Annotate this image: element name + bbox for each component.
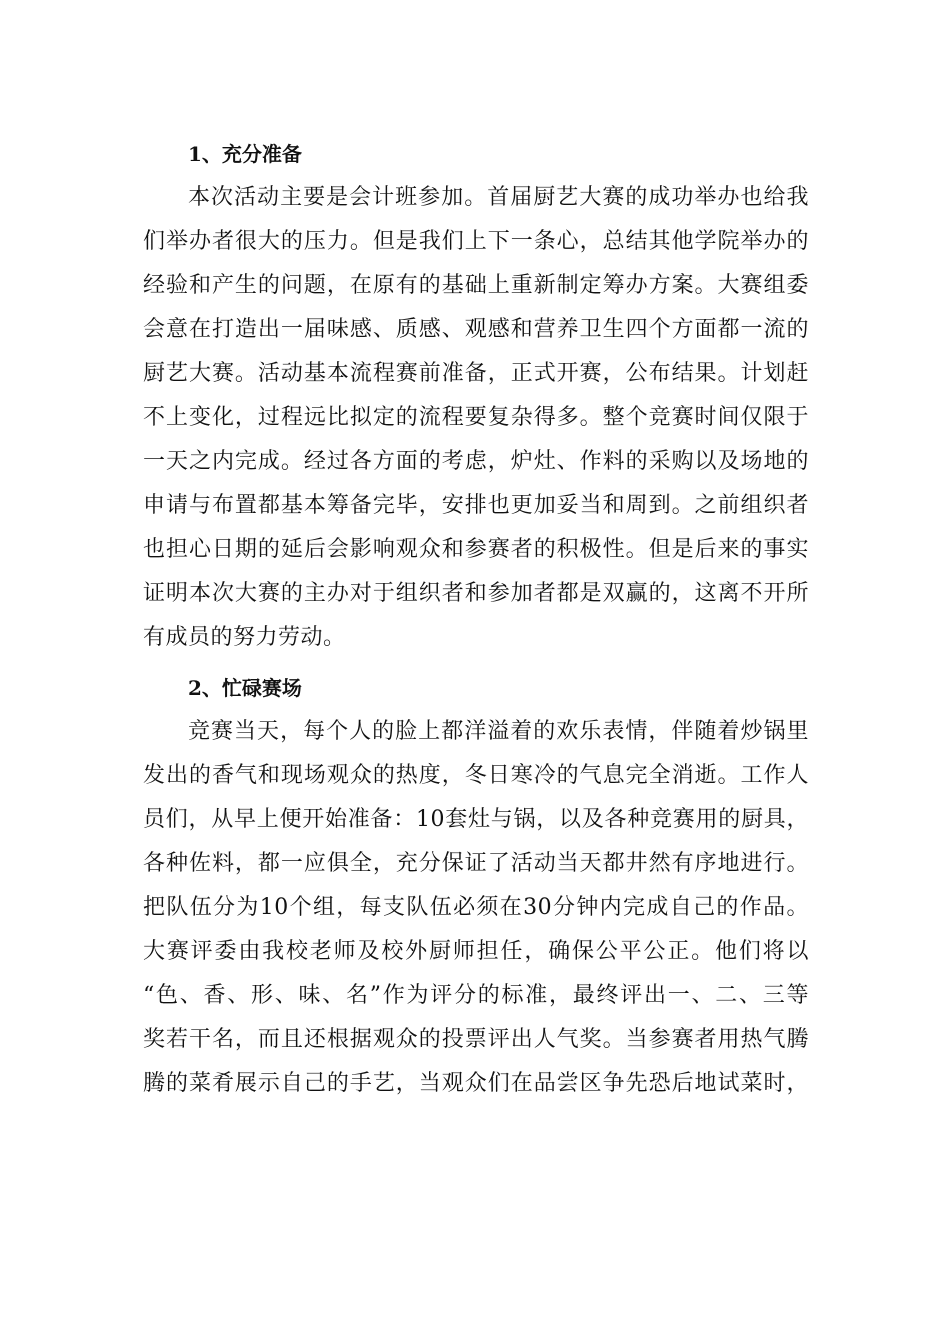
paragraph-busy-venue (143, 710, 809, 1106)
paragraph-line: 不上变化，过程远比拟定的流程要复杂得多。整个竞赛时间仅限于 (143, 405, 809, 430)
paragraph-line: 把队伍分为10个组，每支队伍必须在30分钟内完成自己的作品。 (143, 895, 809, 920)
paragraph-line: 员们，从早上便开始准备：10套灶与锅，以及各种竞赛用的厨具， (143, 807, 809, 832)
paragraph-line: 经验和产生的问题，在原有的基础上重新制定筹办方案。大赛组委 (143, 273, 809, 298)
paragraph-line: 发出的香气和现场观众的热度，冬日寒冷的气息完全消逝。工作人 (143, 763, 809, 788)
paragraph-line: 厨艺大赛。活动基本流程赛前准备，正式开赛，公布结果。计划赶 (143, 361, 809, 386)
paragraph-line: 各种佐料，都一应俱全，充分保证了活动当天都井然有序地进行。 (143, 851, 809, 876)
section-heading-preparation: 1、充分准备 (188, 142, 302, 166)
section-heading-busy-venue: 2、忙碌赛场 (188, 676, 302, 700)
paragraph-line: 也担心日期的延后会影响观众和参赛者的积极性。但是后来的事实 (143, 537, 809, 562)
paragraph-line: 一天之内完成。经过各方面的考虑，炉灶、作料的采购以及场地的 (143, 449, 809, 474)
paragraph-line: 大赛评委由我校老师及校外厨师担任，确保公平公正。他们将以 (143, 939, 809, 964)
paragraph-line: 申请与布置都基本筹备完毕，安排也更加妥当和周到。之前组织者 (143, 493, 809, 518)
paragraph-line: 有成员的努力劳动。 (143, 625, 346, 650)
paragraph-line: 会意在打造出一届味感、质感、观感和营养卫生四个方面都一流的 (143, 317, 809, 342)
paragraph-preparation (143, 176, 809, 660)
document-body (143, 132, 809, 1106)
paragraph-line: 奖若干名，而且还根据观众的投票评出人气奖。当参赛者用热气腾 (143, 1027, 809, 1052)
paragraph-line: 们举办者很大的压力。但是我们上下一条心，总结其他学院举办的 (143, 229, 809, 254)
paragraph-line: 证明本次大赛的主办对于组织者和参加者都是双赢的，这离不开所 (143, 581, 809, 606)
paragraph-line: 腾的菜肴展示自己的手艺，当观众们在品尝区争先恐后地试菜时， (143, 1071, 809, 1096)
paragraph-line: 本次活动主要是会计班参加。首届厨艺大赛的成功举办也给我 (188, 185, 809, 210)
paragraph-line: 竞赛当天，每个人的脸上都洋溢着的欢乐表情，伴随着炒锅里 (188, 719, 809, 744)
paragraph-line: “色、香、形、味、名”作为评分的标准，最终评出一、二、三等 (143, 983, 809, 1008)
